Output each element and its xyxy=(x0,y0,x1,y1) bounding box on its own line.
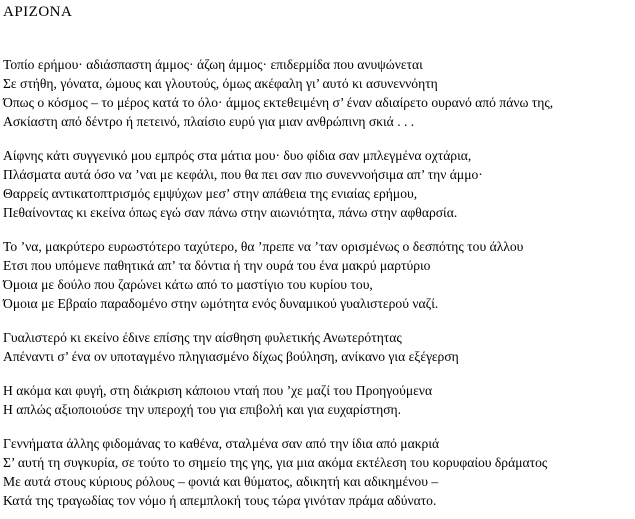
stanza xyxy=(3,55,635,131)
stanza xyxy=(3,237,635,313)
stanza xyxy=(3,381,635,419)
poem-line: Σ’ αυτή τη συγκυρία, σε τούτο το σημείο της γης, για μια ακόμα εκτέλεση του κορυφαίου δράματος xyxy=(3,455,548,470)
stanza xyxy=(3,328,635,366)
poem-line: Ετσι που υπόμενε παθητικά απ’ τα δόντια ή την ουρά του ένα μακρύ μαρτύριο xyxy=(3,258,431,273)
poem-line: Γυαλιστερό κι εκείνο έδινε επίσης την αίσθηση φυλετικής Ανωτερότητας xyxy=(3,330,402,345)
poem-line: Η απλώς αξιοποιούσε την υπεροχή του για επιβολή και για ευχαρίστηση. xyxy=(3,402,402,417)
poem-line: Το ’να, μακρύτερο ευρωστότερο ταχύτερο, θα ’πρεπε να ’ταν ορισμένως ο δεσπότης του άλλου xyxy=(3,239,524,254)
poem-line: Γεννήματα άλλης φιδομάνας το καθένα, σταλμένα σαν από την ίδια από μακριά xyxy=(3,436,440,451)
stanza xyxy=(3,146,635,222)
poem-line: Απέναντι σ’ ένα ον υποταγμένο πληγιασμένο δίχως βούληση, ανίκανο για εξέγερση xyxy=(3,349,459,364)
stanza xyxy=(3,434,635,510)
poem-line: Σε στήθη, γόνατα, ώμους και γλουτούς, όμως ακέφαλη γι’ αυτό κι ασυνεννόητη xyxy=(3,76,438,91)
poem-line: Ασκίαστη από δέντρο ή πετεινό, πλαίσιο ευρύ για μιαν ανθρώπινη σκιά . . . xyxy=(3,114,415,129)
poem-line: Όπως ο κόσμος – το μέρος κατά το όλο· άμμος εκτεθειμένη σ’ έναν αδιαίρετο ουρανό από πάνω της, xyxy=(3,95,554,110)
poem-line: Κατά της τραγωδίας τον νόμο ή απεμπλοκή τους τώρα γινόταν πράμα αδύνατο. xyxy=(3,493,437,508)
poem-line: Όμοια με Εβραίο παραδομένο στην ωμότητα ενός δυναμικού γυαλιστερού ναζί. xyxy=(3,296,439,311)
poem-line: Θαρρείς αντικατοπτρισμός εμψύχων μεσ’ στην απάθεια της ενιαίας ερήμου, xyxy=(3,186,418,201)
poem-line: Η ακόμα και φυγή, στη διάκριση κάποιου νταή που ’χε μαζί του Προηγούμενα xyxy=(3,383,433,398)
poem-title: ΑΡΙΖΟΝΑ xyxy=(3,4,73,20)
poem-line: Με αυτά στους κύριους ρόλους – φονιά και θύματος, αδικητή και αδικημένου – xyxy=(3,474,439,489)
poem-body xyxy=(3,55,635,510)
poem-line: Πεθαίνοντας κι εκείνα όπως εγώ σαν πάνω στην αιωνιότητα, πάνω στην αφθαρσία. xyxy=(3,205,458,220)
poem-line: Όμοια με δούλο που ζαρώνει κάτω από το μαστίγιο του κυρίου του, xyxy=(3,277,373,292)
poem-line: Πλάσματα αυτά όσο να ’ναι με κεφάλι, που θα πει σαν πιο συνεννοήσιμα απ’ την άμμο· xyxy=(3,167,483,182)
poem-line: Αίφνης κάτι συγγενικό μου εμπρός στα μάτια μου· δυο φίδια σαν μπλεγμένα οχτάρια, xyxy=(3,148,472,163)
poem-line: Τοπίο ερήμου· αδιάσπαστη άμμος· άζωη άμμος· επιδερμίδα που ανυψώνεται xyxy=(3,57,423,72)
